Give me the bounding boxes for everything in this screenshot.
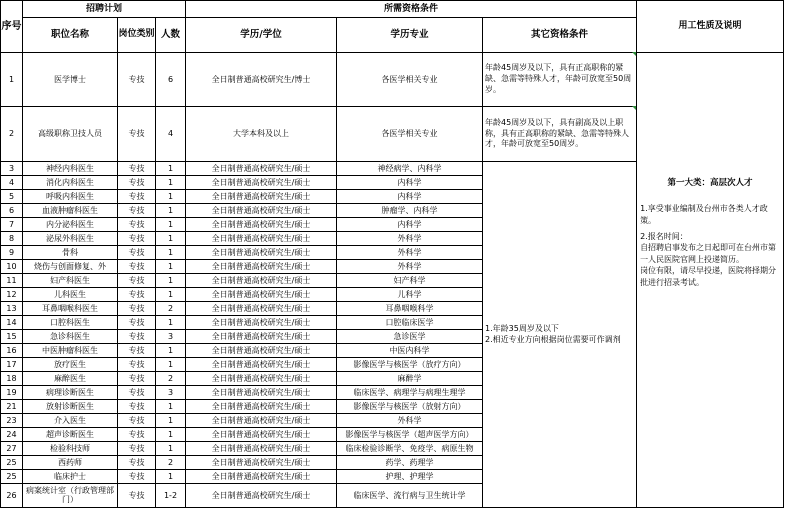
cell-major: 外科学 [337, 246, 483, 260]
cell-seq: 12 [1, 288, 23, 302]
cell-seq: 5 [1, 190, 23, 204]
cell-seq: 1 [1, 53, 23, 107]
cell-degree: 全日制普通高校研究生/硕士 [186, 232, 337, 246]
cell-comment-marker [632, 106, 636, 110]
usage-item2-body: 自招聘启事发布之日起即可在台州市第一人民医院官网上投递简历。 [640, 243, 777, 264]
cell-degree: 全日制普通高校研究生/硕士 [186, 330, 337, 344]
usage-item2-title: 2.报名时间： [640, 231, 688, 241]
cell-count: 1 [156, 246, 186, 260]
cell-position-type: 专技 [118, 246, 156, 260]
cell-other-row2: 年龄45周岁及以下，具有副高及以上职称，具有正高职称的紧缺、急需等特殊人才，年龄可放宽至50周岁。 [483, 107, 637, 162]
cell-degree: 全日制普通高校研究生/硕士 [186, 456, 337, 470]
cell-major: 影像医学与核医学（放疗方向） [337, 358, 483, 372]
cell-major: 急诊医学 [337, 330, 483, 344]
cell-seq: 18 [1, 372, 23, 386]
cell-position-name: 烧伤与创面修复、外 [23, 260, 118, 274]
cell-seq: 9 [1, 246, 23, 260]
cell-position-name: 内分泌科医生 [23, 218, 118, 232]
cell-degree: 全日制普通高校研究生/硕士 [186, 274, 337, 288]
cell-count: 6 [156, 53, 186, 107]
cell-count: 1 [156, 162, 186, 176]
cell-major: 内科学 [337, 218, 483, 232]
cell-major: 肿瘤学、内科学 [337, 204, 483, 218]
cell-count: 1 [156, 428, 186, 442]
cell-major: 外科学 [337, 260, 483, 274]
cell-position-type: 专技 [118, 274, 156, 288]
cell-major: 各医学相关专业 [337, 53, 483, 107]
cell-position-type: 专技 [118, 470, 156, 484]
cell-major: 护理、护理学 [337, 470, 483, 484]
cell-count: 1 [156, 470, 186, 484]
cell-degree: 全日制普通高校研究生/硕士 [186, 246, 337, 260]
cell-position-type: 专技 [118, 302, 156, 316]
cell-position-type: 专技 [118, 316, 156, 330]
cell-degree: 全日制普通高校研究生/硕士 [186, 372, 337, 386]
cell-position-name: 神经内科医生 [23, 162, 118, 176]
cell-position-name: 中医肿瘤科医生 [23, 344, 118, 358]
cell-major: 儿科学 [337, 288, 483, 302]
cell-position-name: 病案统计室（行政管理部门） [23, 484, 118, 508]
cell-position-type: 专技 [118, 176, 156, 190]
cell-position-name: 耳鼻咽喉科医生 [23, 302, 118, 316]
cell-position-type: 专技 [118, 260, 156, 274]
cell-position-type: 专技 [118, 190, 156, 204]
header-degree: 学历/学位 [186, 18, 337, 53]
cell-position-name: 妇产科医生 [23, 274, 118, 288]
cell-position-type: 专技 [118, 330, 156, 344]
cell-position-type: 专技 [118, 53, 156, 107]
cell-seq: 3 [1, 162, 23, 176]
other-rest-text: 1.年龄35周岁及以下 2.相近专业方向根据岗位需要可作调剂 [485, 323, 621, 344]
cell-position-name: 高级职称卫技人员 [23, 107, 118, 162]
cell-major: 内科学 [337, 190, 483, 204]
usage-category: 第一大类：高层次人才 [667, 178, 753, 188]
cell-position-type: 专技 [118, 386, 156, 400]
cell-major: 麻醉学 [337, 372, 483, 386]
cell-seq: 16 [1, 344, 23, 358]
cell-seq: 27 [1, 442, 23, 456]
cell-seq: 17 [1, 358, 23, 372]
cell-other-row1: 年龄45周岁及以下，具有正高职称的紧缺、急需等特殊人才，年龄可放宽至50周岁。 [483, 53, 637, 107]
header-conditions: 所需资格条件 [186, 1, 637, 18]
cell-count: 1 [156, 400, 186, 414]
cell-count: 2 [156, 372, 186, 386]
cell-seq: 21 [1, 400, 23, 414]
cell-position-type: 专技 [118, 442, 156, 456]
cell-position-name: 介入医生 [23, 414, 118, 428]
cell-count: 1-2 [156, 484, 186, 508]
cell-major: 各医学相关专业 [337, 107, 483, 162]
cell-seq: 6 [1, 204, 23, 218]
cell-position-type: 专技 [118, 372, 156, 386]
cell-count: 3 [156, 386, 186, 400]
cell-major: 口腔临床医学 [337, 316, 483, 330]
cell-position-name: 骨科 [23, 246, 118, 260]
cell-count: 2 [156, 302, 186, 316]
cell-degree: 全日制普通高校研究生/硕士 [186, 176, 337, 190]
cell-seq: 4 [1, 176, 23, 190]
cell-count: 4 [156, 107, 186, 162]
cell-position-name: 检验科技师 [23, 442, 118, 456]
cell-count: 1 [156, 274, 186, 288]
cell-degree: 全日制普通高校研究生/硕士 [186, 400, 337, 414]
header-plan: 招聘计划 [23, 1, 186, 18]
cell-seq: 25 [1, 470, 23, 484]
header-major: 学历专业 [337, 18, 483, 53]
cell-seq: 26 [1, 484, 23, 508]
cell-position-type: 专技 [118, 107, 156, 162]
cell-degree: 全日制普通高校研究生/硕士 [186, 428, 337, 442]
cell-position-name: 放射诊断医生 [23, 400, 118, 414]
cell-count: 1 [156, 442, 186, 456]
cell-degree: 全日制普通高校研究生/硕士 [186, 470, 337, 484]
cell-count: 1 [156, 358, 186, 372]
cell-seq: 8 [1, 232, 23, 246]
cell-position-name: 血液肿瘤科医生 [23, 204, 118, 218]
cell-position-type: 专技 [118, 414, 156, 428]
cell-count: 1 [156, 176, 186, 190]
cell-position-name: 呼吸内科医生 [23, 190, 118, 204]
cell-major: 外科学 [337, 414, 483, 428]
cell-position-type: 专技 [118, 428, 156, 442]
cell-count: 3 [156, 330, 186, 344]
cell-degree: 全日制普通高校研究生/硕士 [186, 190, 337, 204]
header-position-type: 岗位类别 [118, 18, 156, 53]
cell-major: 内科学 [337, 176, 483, 190]
cell-count: 1 [156, 204, 186, 218]
cell-seq: 10 [1, 260, 23, 274]
cell-count: 1 [156, 218, 186, 232]
cell-major: 临床医学、流行病与卫生统计学 [337, 484, 483, 508]
cell-position-name: 儿科医生 [23, 288, 118, 302]
cell-other-rest [483, 162, 637, 508]
cell-degree: 全日制普通高校研究生/硕士 [186, 414, 337, 428]
cell-degree: 全日制普通高校研究生/硕士 [186, 358, 337, 372]
header-seq: 序号 [1, 1, 23, 53]
cell-degree: 全日制普通高校研究生/硕士 [186, 218, 337, 232]
cell-seq: 15 [1, 330, 23, 344]
cell-major: 中医内科学 [337, 344, 483, 358]
cell-seq: 19 [1, 386, 23, 400]
cell-count: 2 [156, 456, 186, 470]
cell-position-name: 放疗医生 [23, 358, 118, 372]
cell-count: 1 [156, 414, 186, 428]
header-position-name: 职位名称 [23, 18, 118, 53]
cell-degree: 全日制普通高校研究生/硕士 [186, 302, 337, 316]
cell-count: 1 [156, 260, 186, 274]
cell-count: 1 [156, 190, 186, 204]
cell-position-name: 临床护士 [23, 470, 118, 484]
cell-position-name: 急诊科医生 [23, 330, 118, 344]
cell-position-name: 医学博士 [23, 53, 118, 107]
cell-major: 妇产科学 [337, 274, 483, 288]
cell-count: 1 [156, 288, 186, 302]
cell-major: 临床医学、病理学与病理生理学 [337, 386, 483, 400]
cell-seq: 7 [1, 218, 23, 232]
cell-position-type: 专技 [118, 456, 156, 470]
cell-position-type: 专技 [118, 218, 156, 232]
cell-count: 1 [156, 232, 186, 246]
cell-position-type: 专技 [118, 400, 156, 414]
cell-major: 神经病学、内科学 [337, 162, 483, 176]
cell-major: 影像医学与核医学（放射方向） [337, 400, 483, 414]
cell-degree: 全日制普通高校研究生/硕士 [186, 484, 337, 508]
cell-position-name: 麻醉医生 [23, 372, 118, 386]
cell-position-name: 口腔科医生 [23, 316, 118, 330]
usage-item2-tail: 岗位有限，请尽早投递，医院将择期分批进行招录考试。 [640, 266, 777, 287]
cell-count: 1 [156, 316, 186, 330]
cell-seq: 24 [1, 428, 23, 442]
cell-position-type: 专技 [118, 288, 156, 302]
cell-degree: 大学本科及以上 [186, 107, 337, 162]
cell-position-name: 消化内科医生 [23, 176, 118, 190]
header-count: 人数 [156, 18, 186, 53]
usage-item1: 1.享受事业编制及台州市各类人才政策。 [640, 204, 768, 225]
header-usage: 用工性质及说明 [637, 1, 784, 53]
cell-major: 临床检验诊断学、免疫学、病原生物 [337, 442, 483, 456]
cell-major: 外科学 [337, 232, 483, 246]
cell-degree: 全日制普通高校研究生/硕士 [186, 442, 337, 456]
table-row [1, 53, 784, 107]
cell-seq: 11 [1, 274, 23, 288]
cell-position-name: 泌尿外科医生 [23, 232, 118, 246]
cell-degree: 全日制普通高校研究生/硕士 [186, 260, 337, 274]
cell-seq: 25 [1, 456, 23, 470]
cell-degree: 全日制普通高校研究生/硕士 [186, 344, 337, 358]
cell-position-name: 超声诊断医生 [23, 428, 118, 442]
cell-position-type: 专技 [118, 232, 156, 246]
cell-seq: 2 [1, 107, 23, 162]
cell-degree: 全日制普通高校研究生/硕士 [186, 204, 337, 218]
cell-position-type: 专技 [118, 162, 156, 176]
cell-degree: 全日制普通高校研究生/硕士 [186, 288, 337, 302]
cell-position-type: 专技 [118, 484, 156, 508]
cell-position-type: 专技 [118, 358, 156, 372]
cell-seq: 14 [1, 316, 23, 330]
cell-position-name: 病理诊断医生 [23, 386, 118, 400]
cell-degree: 全日制普通高校研究生/博士 [186, 53, 337, 107]
cell-major: 药学、药理学 [337, 456, 483, 470]
cell-major: 耳鼻咽喉科学 [337, 302, 483, 316]
cell-degree: 全日制普通高校研究生/硕士 [186, 316, 337, 330]
cell-seq: 13 [1, 302, 23, 316]
usage-note [637, 53, 784, 508]
cell-position-name: 西药师 [23, 456, 118, 470]
cell-position-type: 专技 [118, 344, 156, 358]
cell-position-type: 专技 [118, 204, 156, 218]
cell-seq: 23 [1, 414, 23, 428]
cell-degree: 全日制普通高校研究生/硕士 [186, 162, 337, 176]
cell-degree: 全日制普通高校研究生/硕士 [186, 386, 337, 400]
cell-count: 1 [156, 344, 186, 358]
header-other: 其它资格条件 [483, 18, 637, 53]
cell-major: 影像医学与核医学（超声医学方向） [337, 428, 483, 442]
cell-comment-marker [632, 52, 636, 56]
